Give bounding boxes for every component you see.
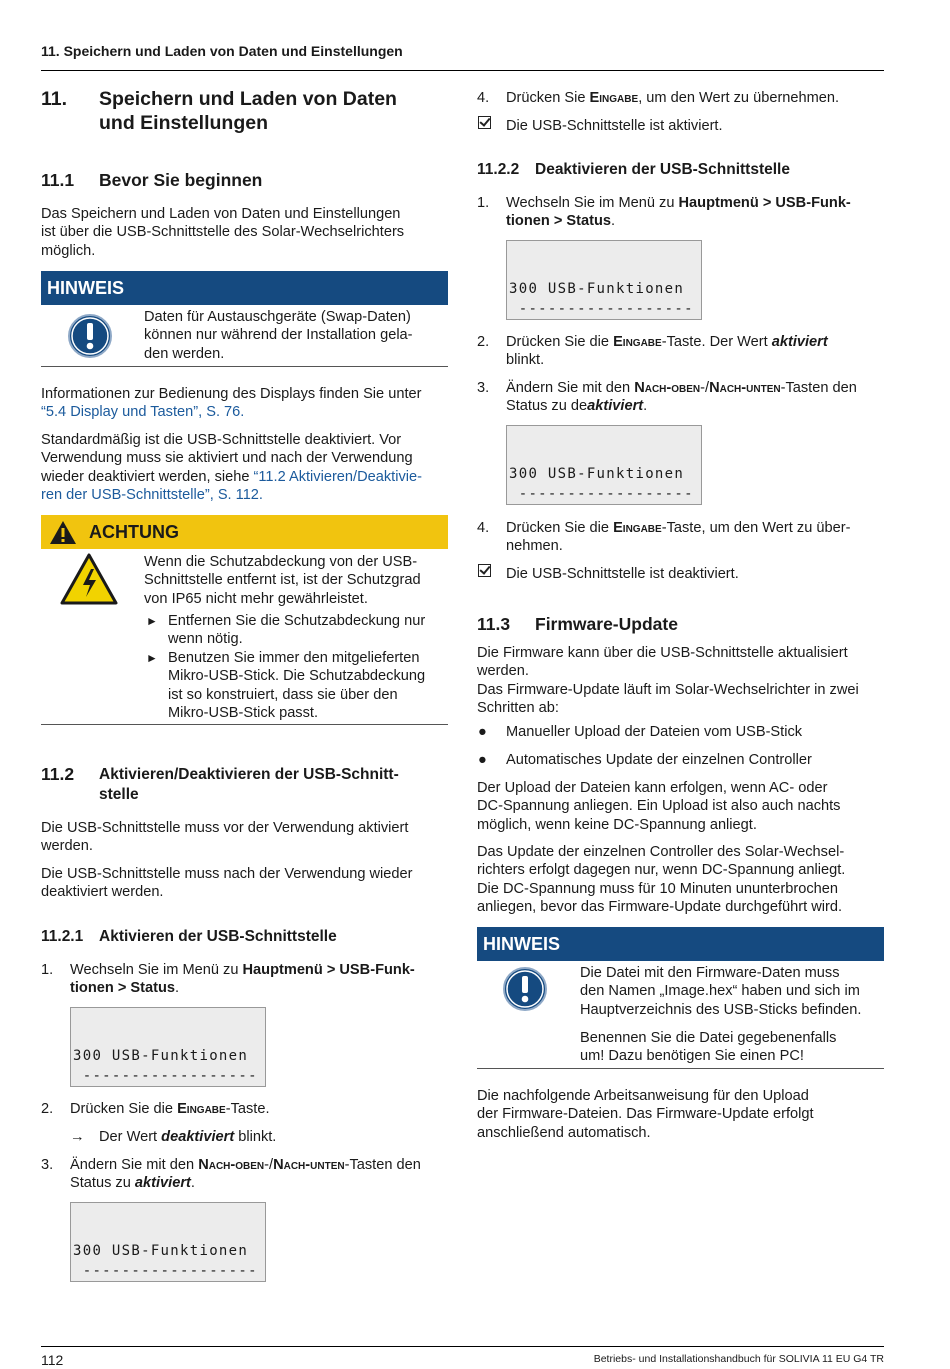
paragraph: Die USB-Schnittstelle muss vor der Verwendung aktiviert werden. <box>41 820 409 855</box>
step-text: Drücken Sie die Eingabe-Taste. Der Wert aktiviert blinkt. <box>506 334 828 369</box>
caution-text: Wenn die Schutzabdeckung von der USB- Schnittstelle entfernt ist, ist der Schutzgrad von IP65 nicht mehr gewährleistet. <box>144 554 421 607</box>
paragraph: Die Firmware kann über die USB-Schnittstelle aktualisiert werden. Das Firmware-Update läuft im Solar-Wechselrichter in zwei Schritten ab: <box>477 645 859 717</box>
result-arrow: → <box>70 1129 85 1145</box>
paragraph: Die nachfolgende Arbeitsanweisung für den Upload der Firmware-Dateien. Das Firmware-Update erfolgt anschließend automatisch. <box>477 1088 814 1141</box>
lcd-display: 300 USB-Funktionen ------------------ <box>506 240 702 320</box>
subsection-number: 11.2.2 <box>477 161 520 178</box>
chapter-title: Speichern und Laden von Daten und Einstellungen <box>99 88 397 134</box>
lcd-display: 300 USB-Funktionen ------------------ <box>506 425 702 505</box>
exclamation-icon <box>67 313 113 364</box>
step-text: Wechseln Sie im Menü zu Hauptmenü > USB-Funk- tionen > Status. <box>70 962 415 997</box>
section-title: Aktivieren/Deaktivieren der USB-Schnitt- stelle <box>99 766 399 803</box>
document-title: Betriebs- und Installationshandbuch für SOLIVIA 11 EU G4 TR <box>593 1353 884 1365</box>
section-number: 11.1 <box>41 170 75 190</box>
lcd-display: 300 USB-Funktionen ------------------ <box>70 1007 266 1087</box>
result-text: Die USB-Schnittstelle ist aktiviert. <box>506 118 723 134</box>
paragraph: Das Update der einzelnen Controller des Solar-Wechsel- richters erfolgt dagegen nur, wenn DC-Spannung anliegt. Die DC-Spannung muss für 10 Minuten ununterbrochen anliegen, bevor das Firmware-Update durchgeführt wird. <box>477 844 846 916</box>
warning-triangle-icon <box>49 520 77 550</box>
notice-text: Benennen Sie die Datei gegebenenfalls um! Dazu benötigen Sie einen PC! <box>580 1030 837 1065</box>
step-number: 2. <box>41 1101 54 1117</box>
step-text: Drücken Sie die Eingabe-Taste. <box>70 1101 270 1117</box>
subsection-title: Deaktivieren der USB-Schnittstelle <box>535 161 790 178</box>
bullet-dot: ● <box>478 724 487 740</box>
list-item: Automatisches Update der einzelnen Controller <box>506 752 812 768</box>
step-number: 1. <box>41 962 54 978</box>
step-number: 4. <box>477 520 490 536</box>
step-number: 3. <box>477 380 490 396</box>
notice-rule <box>477 1068 884 1069</box>
notice-title: HINWEIS <box>477 927 884 961</box>
notice-title: HINWEIS <box>41 271 448 305</box>
paragraph: Das Speichern und Laden von Daten und Einstellungen ist über die USB-Schnittstelle des Solar-Wechselrichters möglich. <box>41 206 405 259</box>
cross-reference-link[interactable]: ren der USB-Schnittstelle”, S. 112. <box>41 487 263 504</box>
exclamation-icon <box>502 966 548 1017</box>
section-number: 11.3 <box>477 614 511 634</box>
caution-rule <box>41 724 448 725</box>
paragraph: Die USB-Schnittstelle muss nach der Verwendung wieder deaktiviert werden. <box>41 866 413 901</box>
step-number: 1. <box>477 195 490 211</box>
lcd-display: 300 USB-Funktionen ------------------ <box>70 1202 266 1282</box>
header-rule <box>41 70 884 71</box>
bullet-arrow: ► <box>146 651 158 665</box>
step-text: Ändern Sie mit den Nach-oben-/Nach-unten-Tasten den Status zu deaktiviert. <box>506 380 857 415</box>
caution-title: ACHTUNG <box>41 515 448 549</box>
bullet-dot: ● <box>478 752 487 768</box>
cross-reference-link[interactable]: “11.2 Aktivieren/Deaktivie- <box>253 468 422 485</box>
section-title: Bevor Sie beginnen <box>99 170 263 190</box>
step-text: Drücken Sie die Eingabe-Taste, um den Wert zu über- nehmen. <box>506 520 851 555</box>
step-text: Drücken Sie Eingabe, um den Wert zu übernehmen. <box>506 90 840 106</box>
result-text: Die USB-Schnittstelle ist deaktiviert. <box>506 566 739 582</box>
step-number: 4. <box>477 90 490 106</box>
page-number: 112 <box>41 1352 64 1368</box>
step-number: 2. <box>477 334 490 350</box>
step-number: 3. <box>41 1157 54 1173</box>
checkbox-icon <box>478 564 491 582</box>
notice-text: Die Datei mit den Firmware-Daten muss den Namen „Image.hex“ haben und sich im Hauptverzeichnis des USB-Sticks befinden. <box>580 965 862 1018</box>
subsection-number: 11.2.1 <box>41 928 84 945</box>
caution-bullet: Entfernen Sie die Schutzabdeckung nur wenn nötig. <box>168 613 426 648</box>
subsection-title: Aktivieren der USB-Schnittstelle <box>99 928 337 945</box>
result-text: Der Wert deaktiviert blinkt. <box>99 1129 277 1145</box>
footer-rule <box>41 1346 884 1347</box>
paragraph: Informationen zur Bedienung des Displays finden Sie unter “5.4 Display und Tasten”, S. 76. <box>41 386 422 421</box>
step-text: Wechseln Sie im Menü zu Hauptmenü > USB-Funk- tionen > Status. <box>506 195 851 230</box>
paragraph: Standardmäßig ist die USB-Schnittstelle deaktiviert. Vor Verwendung muss sie aktiviert und nach der Verwendung wieder deaktiviert werden, siehe “11.2 Aktivieren/Deaktivie- ren der USB-Schnittstelle”, S. 112. <box>41 432 422 504</box>
notice-rule <box>41 366 448 367</box>
paragraph: Der Upload der Dateien kann erfolgen, wenn AC- oder DC-Spannung anliegen. Ein Upload ist also auch nachts möglich, wenn keine DC-Spannung anliegt. <box>477 780 841 833</box>
list-item: Manueller Upload der Dateien vom USB-Stick <box>506 724 803 740</box>
chapter-number: 11. <box>41 88 68 110</box>
cross-reference-link[interactable]: “5.4 Display und Tasten”, S. 76. <box>41 404 245 421</box>
notice-text: Daten für Austauschgeräte (Swap-Daten) können nur während der Installation gela- den werden. <box>144 309 413 362</box>
section-number: 11.2 <box>41 764 75 784</box>
checkbox-icon <box>478 116 491 134</box>
bullet-arrow: ► <box>146 614 158 628</box>
step-text: Ändern Sie mit den Nach-oben-/Nach-unten-Tasten den Status zu aktiviert. <box>70 1157 421 1192</box>
caution-bullet: Benutzen Sie immer den mitgelieferten Mikro-USB-Stick. Die Schutzabdeckung ist so konstruiert, dass sie über den Mikro-USB-Stick passt. <box>168 650 426 722</box>
running-header: 11. Speichern und Laden von Daten und Einstellungen <box>41 43 403 59</box>
section-title: Firmware-Update <box>535 614 678 634</box>
high-voltage-icon <box>60 553 118 610</box>
